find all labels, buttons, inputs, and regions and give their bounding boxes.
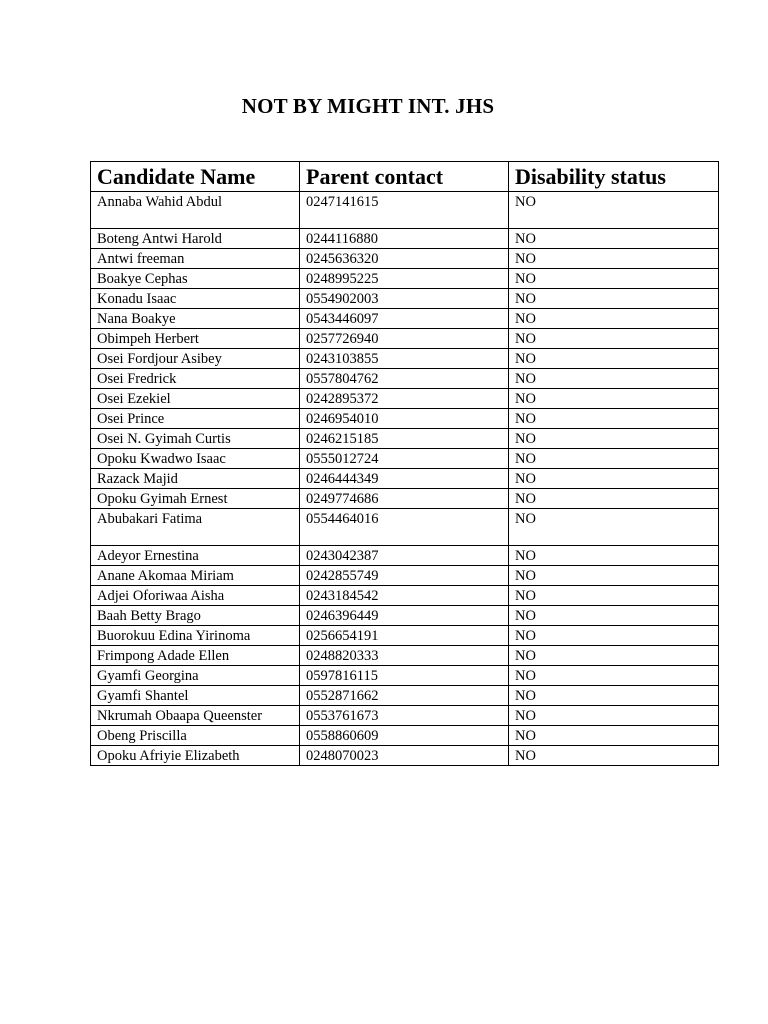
candidate-name-cell: Konadu Isaac [91, 289, 300, 309]
disability-status-cell: NO [509, 409, 719, 429]
parent-contact-cell: 0249774686 [300, 489, 509, 509]
disability-status-cell: NO [509, 369, 719, 389]
table-row [91, 349, 719, 369]
header-candidate-name: Candidate Name [91, 162, 300, 192]
parent-contact-cell: 0552871662 [300, 686, 509, 706]
table-row [91, 509, 719, 546]
candidate-name-cell: Obimpeh Herbert [91, 329, 300, 349]
candidate-name-cell: Boakye Cephas [91, 269, 300, 289]
disability-status-cell: NO [509, 646, 719, 666]
disability-status-cell: NO [509, 229, 719, 249]
table-row [91, 606, 719, 626]
candidate-name-cell: Obeng Priscilla [91, 726, 300, 746]
table-header-row [91, 162, 719, 192]
parent-contact-cell: 0554464016 [300, 509, 509, 546]
table-row [91, 686, 719, 706]
parent-contact-cell: 0247141615 [300, 192, 509, 229]
parent-contact-cell: 0555012724 [300, 449, 509, 469]
disability-status-cell: NO [509, 566, 719, 586]
parent-contact-cell: 0246396449 [300, 606, 509, 626]
parent-contact-cell: 0242895372 [300, 389, 509, 409]
disability-status-cell: NO [509, 329, 719, 349]
candidate-name-cell: Osei N. Gyimah Curtis [91, 429, 300, 449]
table-row [91, 546, 719, 566]
table-row [91, 429, 719, 449]
table-row [91, 489, 719, 509]
disability-status-cell: NO [509, 249, 719, 269]
parent-contact-cell: 0246444349 [300, 469, 509, 489]
parent-contact-cell: 0558860609 [300, 726, 509, 746]
candidate-name-cell: Buorokuu Edina Yirinoma [91, 626, 300, 646]
parent-contact-cell: 0553761673 [300, 706, 509, 726]
candidate-name-cell: Osei Prince [91, 409, 300, 429]
table-row [91, 726, 719, 746]
disability-status-cell: NO [509, 429, 719, 449]
table-row [91, 269, 719, 289]
parent-contact-cell: 0257726940 [300, 329, 509, 349]
candidate-name-cell: Abubakari Fatima [91, 509, 300, 546]
candidate-name-cell: Baah Betty Brago [91, 606, 300, 626]
parent-contact-cell: 0248820333 [300, 646, 509, 666]
table-row [91, 646, 719, 666]
candidate-name-cell: Anane Akomaa Miriam [91, 566, 300, 586]
disability-status-cell: NO [509, 449, 719, 469]
disability-status-cell: NO [509, 706, 719, 726]
disability-status-cell: NO [509, 509, 719, 546]
table-row [91, 309, 719, 329]
table-row [91, 329, 719, 349]
parent-contact-cell: 0244116880 [300, 229, 509, 249]
parent-contact-cell: 0242855749 [300, 566, 509, 586]
parent-contact-cell: 0597816115 [300, 666, 509, 686]
table-row [91, 249, 719, 269]
candidate-name-cell: Frimpong Adade Ellen [91, 646, 300, 666]
table-row [91, 586, 719, 606]
parent-contact-cell: 0245636320 [300, 249, 509, 269]
candidate-name-cell: Osei Fredrick [91, 369, 300, 389]
candidate-name-cell: Adeyor Ernestina [91, 546, 300, 566]
candidate-table [90, 161, 719, 766]
candidate-name-cell: Gyamfi Shantel [91, 686, 300, 706]
candidate-name-cell: Gyamfi Georgina [91, 666, 300, 686]
table-row [91, 409, 719, 429]
disability-status-cell: NO [509, 349, 719, 369]
candidate-name-cell: Nana Boakye [91, 309, 300, 329]
candidate-name-cell: Osei Ezekiel [91, 389, 300, 409]
table-row [91, 566, 719, 586]
candidate-name-cell: Annaba Wahid Abdul [91, 192, 300, 229]
disability-status-cell: NO [509, 269, 719, 289]
parent-contact-cell: 0246954010 [300, 409, 509, 429]
candidate-name-cell: Opoku Gyimah Ernest [91, 489, 300, 509]
table-row [91, 626, 719, 646]
disability-status-cell: NO [509, 746, 719, 766]
table-row [91, 666, 719, 686]
disability-status-cell: NO [509, 192, 719, 229]
table-row [91, 229, 719, 249]
parent-contact-cell: 0557804762 [300, 369, 509, 389]
disability-status-cell: NO [509, 546, 719, 566]
candidate-name-cell: Antwi freeman [91, 249, 300, 269]
table-row [91, 192, 719, 229]
disability-status-cell: NO [509, 606, 719, 626]
disability-status-cell: NO [509, 289, 719, 309]
parent-contact-cell: 0243042387 [300, 546, 509, 566]
table-row [91, 746, 719, 766]
table-row [91, 449, 719, 469]
disability-status-cell: NO [509, 389, 719, 409]
table-row [91, 706, 719, 726]
document-title: NOT BY MIGHT INT. JHS [241, 94, 495, 118]
disability-status-cell: NO [509, 309, 719, 329]
parent-contact-cell: 0243103855 [300, 349, 509, 369]
table-row [91, 469, 719, 489]
candidate-name-cell: Opoku Afriyie Elizabeth [91, 746, 300, 766]
disability-status-cell: NO [509, 686, 719, 706]
table-row [91, 389, 719, 409]
header-parent-contact: Parent contact [300, 162, 509, 192]
disability-status-cell: NO [509, 666, 719, 686]
candidate-name-cell: Osei Fordjour Asibey [91, 349, 300, 369]
parent-contact-cell: 0243184542 [300, 586, 509, 606]
candidate-name-cell: Opoku Kwadwo Isaac [91, 449, 300, 469]
table-body [91, 192, 719, 766]
candidate-name-cell: Nkrumah Obaapa Queenster [91, 706, 300, 726]
disability-status-cell: NO [509, 586, 719, 606]
candidate-name-cell: Boteng Antwi Harold [91, 229, 300, 249]
parent-contact-cell: 0554902003 [300, 289, 509, 309]
disability-status-cell: NO [509, 469, 719, 489]
parent-contact-cell: 0248070023 [300, 746, 509, 766]
parent-contact-cell: 0246215185 [300, 429, 509, 449]
parent-contact-cell: 0248995225 [300, 269, 509, 289]
disability-status-cell: NO [509, 726, 719, 746]
candidate-name-cell: Adjei Oforiwaa Aisha [91, 586, 300, 606]
table-row [91, 369, 719, 389]
header-disability-status: Disability status [509, 162, 719, 192]
disability-status-cell: NO [509, 489, 719, 509]
parent-contact-cell: 0256654191 [300, 626, 509, 646]
candidate-name-cell: Razack Majid [91, 469, 300, 489]
parent-contact-cell: 0543446097 [300, 309, 509, 329]
table-row [91, 289, 719, 309]
disability-status-cell: NO [509, 626, 719, 646]
